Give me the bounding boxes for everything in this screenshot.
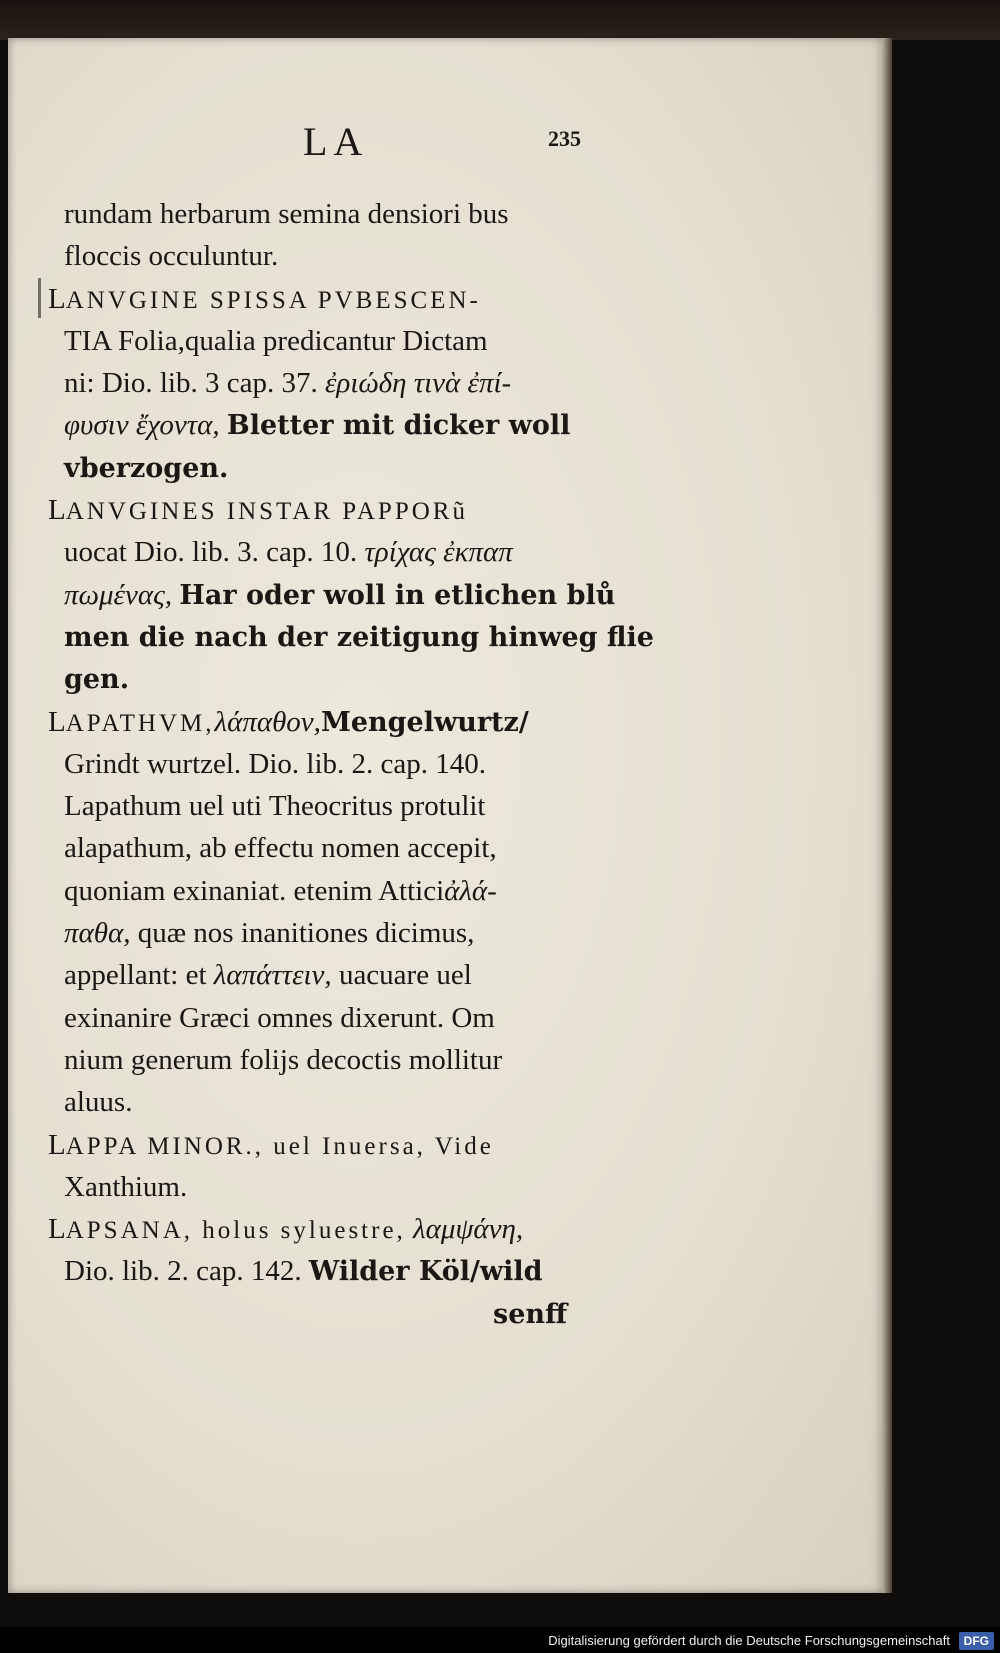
text-line: [48, 785, 648, 827]
line-text: exinanire Græci omnes dixerunt. Om: [64, 1001, 495, 1034]
text-line: [48, 404, 648, 446]
text-line: [48, 447, 648, 489]
entry-line: [48, 701, 648, 743]
entry-line: [48, 1208, 648, 1250]
text-line: [48, 870, 648, 912]
book-edge: [0, 0, 1000, 40]
german-text: vberzogen.: [64, 452, 229, 484]
text-line: [48, 658, 648, 700]
text-line: [48, 1293, 648, 1335]
line-text: Grindt wurtzel. Dio. lib. 2. cap. 140.: [64, 747, 487, 780]
entry-headword: APATHVM,: [65, 709, 215, 737]
entry-headword: ANVGINE SPISSA PVBESCEN-: [65, 286, 481, 314]
text-line: [48, 193, 648, 235]
entry-line: [48, 1124, 648, 1166]
text-line: [48, 1081, 648, 1123]
page-edge-shadow: [882, 38, 892, 1593]
entry-headword: APPA MINOR., uel Inuersa, Vide: [65, 1132, 494, 1160]
line-text: quoniam exinaniat. etenim Attici: [64, 874, 445, 907]
line-text: Dio. lib. 2. cap. 142.: [64, 1255, 302, 1288]
german-text: Wilder Köl/wild: [308, 1256, 543, 1288]
dfg-logo: DFG: [959, 1632, 994, 1650]
entry-initial: L: [48, 1213, 66, 1246]
line-text: ni: Dio. lib. 3 cap. 37.: [64, 367, 318, 400]
text-line: [48, 912, 648, 954]
line-text: TIA Folia,qualia predicantur Dictam: [64, 324, 488, 357]
entry-initial: L: [48, 705, 66, 738]
line-text: Xanthium.: [64, 1170, 188, 1203]
text-line: [48, 954, 648, 996]
line-text: quæ nos inanitiones dicimus,: [137, 917, 475, 950]
greek-text: ἐριώδη τινὰ ἐπί-: [324, 367, 512, 400]
line-text: alapathum, ab effectu nomen accepit,: [64, 832, 497, 865]
entry-initial: L: [48, 494, 66, 527]
book-page: [8, 38, 886, 1593]
running-head: [8, 118, 886, 168]
text-line: [48, 320, 648, 362]
german-text: gen.: [64, 664, 130, 696]
german-text: Mengelwurtz/: [320, 706, 529, 738]
header-letters: LA: [303, 119, 369, 164]
funding-credit: Digitalisierung gefördert durch die Deutsche Forschungsgemeinschaft: [548, 1633, 950, 1648]
text-line: [48, 616, 654, 658]
text-line: [48, 997, 648, 1039]
text-line: [48, 1039, 648, 1081]
entry-line: [48, 278, 648, 320]
greek-text: λαπάττειν,: [213, 959, 332, 992]
greek-text: παθα,: [64, 917, 131, 950]
line-text: Lapathum uel uti Theocritus protulit: [64, 790, 486, 823]
text-line: [48, 1250, 648, 1292]
text-line: [48, 827, 648, 869]
page-number: 235: [548, 126, 581, 151]
text-line: [48, 743, 648, 785]
text-line: [48, 1166, 648, 1208]
margin-ink-mark: [38, 278, 41, 318]
line-text: uocat Dio. lib. 3. cap. 10.: [64, 536, 358, 569]
line-text: aluus.: [64, 1086, 133, 1119]
german-text: Har oder woll in etlichen blů: [179, 579, 616, 611]
entry-headword: ANVGINES INSTAR PAPPORũ: [65, 498, 468, 526]
entry-initial: L: [48, 282, 66, 315]
text-line: [48, 531, 648, 573]
line-text: nium generum folijs decoctis mollitur: [64, 1043, 503, 1076]
greek-text: ἀλά-: [444, 874, 497, 907]
greek-text: λαμψάνη,: [413, 1213, 524, 1246]
footer-bar: [0, 1627, 1000, 1653]
greek-text: φυσιν ἔχοντα,: [64, 409, 220, 442]
text-line: [48, 235, 648, 277]
text-line: [48, 574, 648, 616]
greek-text: τρίχας ἐκπαπ: [364, 536, 513, 569]
greek-text: λάπαθον,: [214, 705, 321, 738]
entry-headword: APSANA, holus syluestre,: [65, 1217, 406, 1245]
entry-line: [48, 489, 648, 531]
german-text: men die nach der zeitigung hinweg flie: [64, 621, 654, 653]
text-block: [48, 193, 654, 1335]
line-text: appellant: et: [64, 959, 207, 992]
german-text: Bletter mit dicker woll: [226, 410, 571, 442]
german-text: senff: [493, 1298, 568, 1330]
line-text: uacuare uel: [338, 959, 472, 992]
line-text: floccis occuluntur.: [64, 240, 279, 273]
greek-text: πωμένας,: [64, 578, 173, 611]
entry-initial: L: [48, 1128, 66, 1161]
text-line: [48, 362, 648, 404]
line-text: rundam herbarum semina densiori bus: [64, 198, 509, 230]
